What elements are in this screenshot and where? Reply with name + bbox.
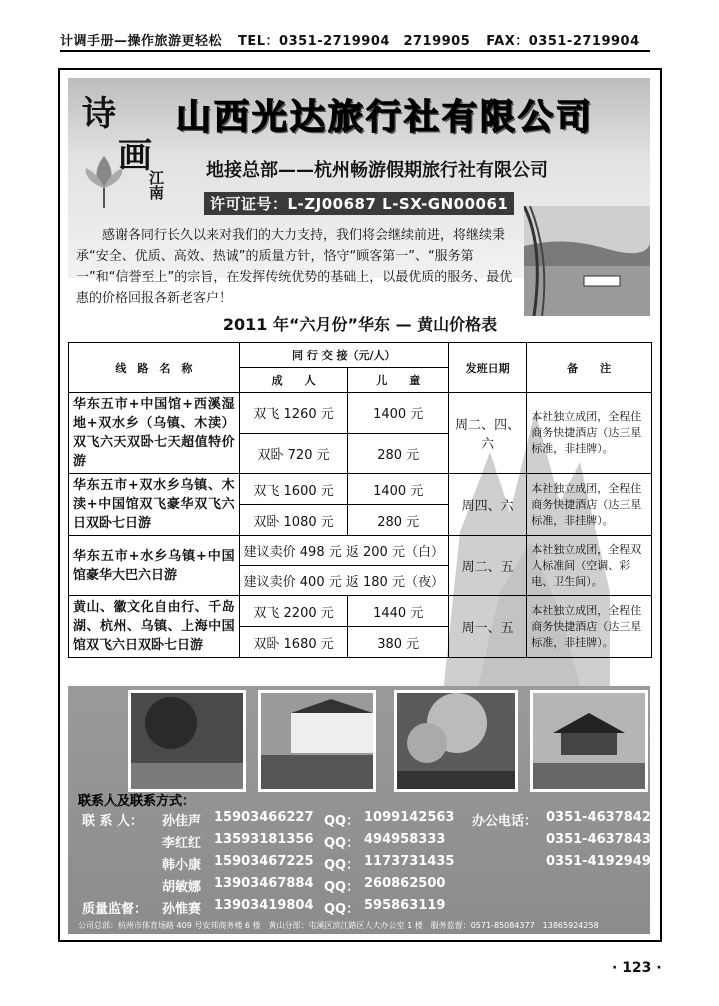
- contact-phone: 13903467884: [214, 876, 314, 891]
- contact-section: [68, 686, 650, 934]
- table-row: [69, 536, 652, 566]
- office-phone-label: 办公电话：: [472, 814, 538, 829]
- remark: 本社独立成团，全程双人标准间（空调、彩电、卫生间）。: [527, 536, 652, 596]
- adult-price: 双飞 1260 元: [239, 393, 348, 434]
- office-phone: 0351-4637842: [546, 810, 651, 825]
- contact-person-label: 联 系 人：: [82, 814, 144, 829]
- route-name: 华东五市+中国馆+西溪湿地+双水乡（乌镇、木渎）双飞六天双卧七天超值特价游: [69, 393, 240, 474]
- header-adult: 成 人: [239, 368, 348, 393]
- child-price: 280 元: [348, 433, 448, 474]
- qq-label: QQ：: [324, 836, 360, 851]
- header-date: 发班日期: [448, 343, 526, 393]
- supervisor-name: 孙惟赛: [162, 902, 202, 917]
- contact-qq: 1173731435: [364, 854, 455, 869]
- adult-price: 双卧 720 元: [239, 433, 348, 474]
- office-phone: 0351-4192949: [546, 854, 651, 869]
- price-table-title: 2011 年“六月份”华东 — 黄山价格表: [222, 315, 498, 334]
- contact-name: 孙佳声: [162, 814, 202, 829]
- fax: FAX：0351-2719904: [486, 34, 640, 49]
- footer-address: 公司总部：杭州市体育场路 409 号安邦商务楼 6 楼 黄山分部：屯溪区滨江路区人大办公室 1 楼 服务监督：0571-85084377 13865924258: [78, 921, 599, 930]
- contact-title: 联系人及联系方式：: [78, 794, 196, 809]
- qq-label: QQ：: [324, 814, 360, 829]
- intro-paragraph: 感谢各同行长久以来对我们的大力支持，我们将会继续前进，将继续秉承“安全、优质、高效、热诚”的质量方针，恪守“顾客第一”、“服务第一”和“信誉至上”的宗旨，在发挥传统优势的基础上，以最优质的服务、最优惠的价格回报各新老客户！: [76, 228, 513, 306]
- contact-qq: 494958333: [364, 832, 446, 847]
- garden-photo: [128, 690, 246, 792]
- adult-price: 双卧 1080 元: [239, 505, 348, 536]
- contact-name: 韩小康: [162, 858, 202, 873]
- route-name: 华东五市+水乡乌镇+中国馆豪华大巴六日游: [69, 536, 240, 596]
- poem-char-shi: 诗: [82, 94, 116, 134]
- contact-name: 李红红: [162, 836, 202, 851]
- child-price: 380 元: [348, 627, 448, 658]
- contact-qq: 260862500: [364, 876, 446, 891]
- company-name: 山西光达旅行社有限公司: [176, 98, 595, 138]
- advert-frame: [58, 68, 662, 942]
- remark: 本社独立成团，全程住商务快捷酒店（达三星标准，非挂牌）。: [527, 393, 652, 474]
- child-price: 1440 元: [348, 596, 448, 627]
- child-price: 1400 元: [348, 393, 448, 434]
- contact-name: 胡敏娜: [162, 880, 202, 895]
- supervisor-label: 质量监督：: [82, 902, 148, 917]
- table-row: [69, 393, 652, 434]
- remark: 本社独立成团，全程住商务快捷酒店（达三星标准，非挂牌）。: [527, 596, 652, 658]
- departure-date: 周二、五: [448, 536, 526, 596]
- suggested-price: 建议卖价 498 元 返 200 元（白）: [239, 536, 448, 566]
- route-name: 华东五市+双水乡乌镇、木渎+中国馆双飞豪华双飞六日双卧七日游: [69, 474, 240, 536]
- route-name: 黄山、徽文化自由行、千岛湖、杭州、乌镇、上海中国馆双飞六日双卧七日游: [69, 596, 240, 658]
- west-lake-photo: [524, 206, 650, 316]
- child-price: 1400 元: [348, 474, 448, 505]
- supervisor-qq: 595863119: [364, 898, 446, 913]
- telephone: TEL：0351-2719904 2719905: [238, 34, 471, 49]
- table-row: [69, 474, 652, 505]
- contact-phone: 15903467225: [214, 854, 314, 869]
- poem-char-jiangnan: 江南: [147, 170, 165, 200]
- header-banner: [68, 78, 650, 306]
- remark: 本社独立成团，全程住商务快捷酒店（达三星标准，非挂牌）。: [527, 474, 652, 536]
- header-child: 儿 童: [348, 368, 448, 393]
- qq-label: QQ：: [324, 902, 360, 917]
- contact-phone: 15903466227: [214, 810, 314, 825]
- adult-price: 双卧 1680 元: [239, 627, 348, 658]
- adult-price: 双飞 2200 元: [239, 596, 348, 627]
- child-price: 280 元: [348, 505, 448, 536]
- header-route: 线 路 名 称: [69, 343, 240, 393]
- suggested-price: 建议卖价 400 元 返 180 元（夜）: [239, 566, 448, 596]
- pavilion-photo: [530, 690, 648, 792]
- departure-date: 周四、六: [448, 474, 526, 536]
- adult-price: 双飞 1600 元: [239, 474, 348, 505]
- qq-label: QQ：: [324, 880, 360, 895]
- table-header-row: [69, 343, 652, 368]
- departure-date: 周一、五: [448, 596, 526, 658]
- table-row: [69, 596, 652, 627]
- page-number: · 123 ·: [612, 960, 662, 976]
- license-number: 许可证号：L-ZJ00687 L-SX-GN00061: [204, 192, 514, 215]
- poem-char-hua: 画: [118, 136, 152, 176]
- price-table: [68, 342, 652, 658]
- supervisor-phone: 13903419804: [214, 898, 314, 913]
- qq-label: QQ：: [324, 858, 360, 873]
- slogan: 计调手册—操作旅游更轻松: [60, 34, 223, 49]
- departure-date: 周二、四、六: [448, 393, 526, 474]
- blossom-photo: [394, 690, 518, 792]
- contact-phone: 13593181356: [214, 832, 314, 847]
- header-remark: 备 注: [527, 343, 652, 393]
- office-phone: 0351-4637843: [546, 832, 651, 847]
- top-info-bar: [60, 30, 650, 52]
- water-town-photo: [258, 690, 376, 792]
- header-price: 同 行 交 接（元/人）: [239, 343, 448, 368]
- sub-company: 地接总部——杭州畅游假期旅行社有限公司: [206, 160, 548, 181]
- contact-qq: 1099142563: [364, 810, 455, 825]
